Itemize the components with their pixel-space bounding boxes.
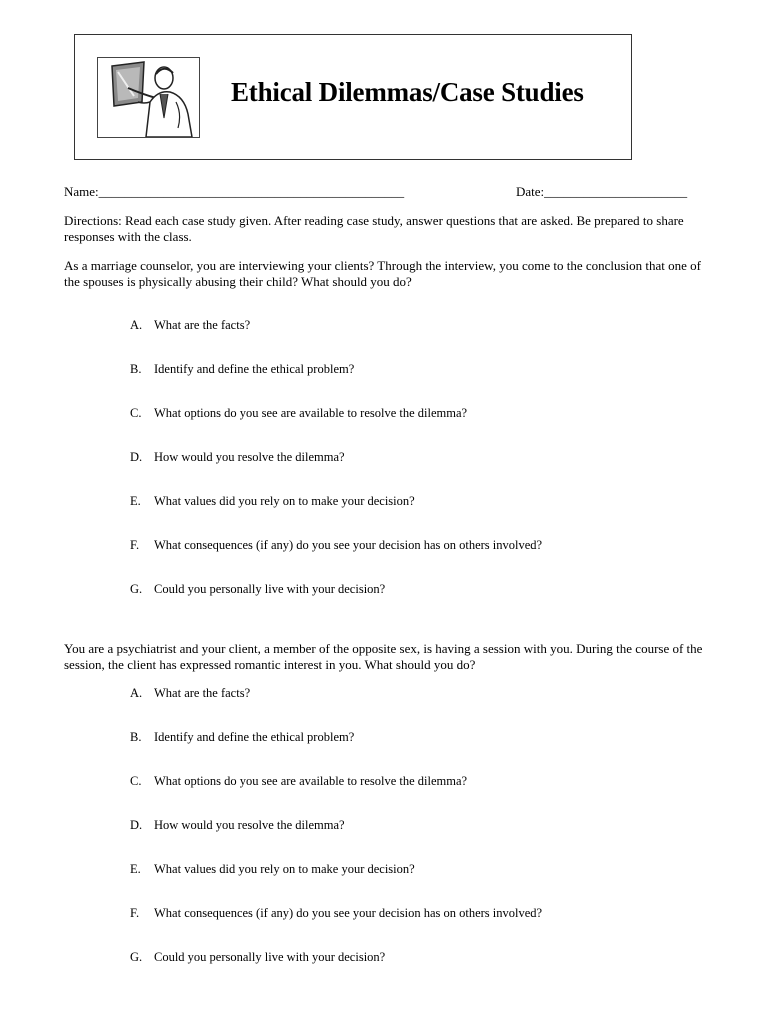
case2-question-e: E. What values did you rely on to make your decision? <box>130 862 415 876</box>
directions-text: Directions: Read each case study given. After reading case study, answer questions that are asked. Be prepared to share responses with the class. <box>64 213 684 244</box>
case1-question-a: A. What are the facts? <box>130 318 251 332</box>
case1-prompt: As a marriage counselor, you are interviewing your clients? Through the interview, you come to the conclusion that one of the spouses is physically abusing their child? What should you do? <box>64 258 702 289</box>
case1-question-f: F. What consequences (if any) do you see your decision has on others involved? <box>130 538 543 552</box>
name-field[interactable]: Name:_______________________________________________ <box>64 184 405 199</box>
case1-question-c: C. What options do you see are available to resolve the dilemma? <box>130 406 468 420</box>
date-field[interactable]: Date:______________________ <box>516 184 688 199</box>
teacher-clipart-image <box>97 57 200 138</box>
case2-question-f: F. What consequences (if any) do you see your decision has on others involved? <box>130 906 543 920</box>
case1-question-g: G. Could you personally live with your decision? <box>130 582 386 596</box>
case2-question-a: A. What are the facts? <box>130 686 251 700</box>
case2-question-c: C. What options do you see are available to resolve the dilemma? <box>130 774 468 788</box>
case1-question-e: E. What values did you rely on to make your decision? <box>130 494 415 508</box>
case1-question-b: B. Identify and define the ethical problem? <box>130 362 355 376</box>
header-box <box>74 34 632 160</box>
case2-question-d: D. How would you resolve the dilemma? <box>130 818 345 832</box>
case2-prompt: You are a psychiatrist and your client, a member of the opposite sex, is having a session with you. During the course of the session, the client has expressed romantic interest in you. What should you do? <box>64 641 703 672</box>
case2-question-g: G. Could you personally live with your decision? <box>130 950 386 964</box>
page-title: Ethical Dilemmas/Case Studies <box>231 77 584 107</box>
case1-question-d: D. How would you resolve the dilemma? <box>130 450 345 464</box>
case2-question-b: B. Identify and define the ethical problem? <box>130 730 355 744</box>
